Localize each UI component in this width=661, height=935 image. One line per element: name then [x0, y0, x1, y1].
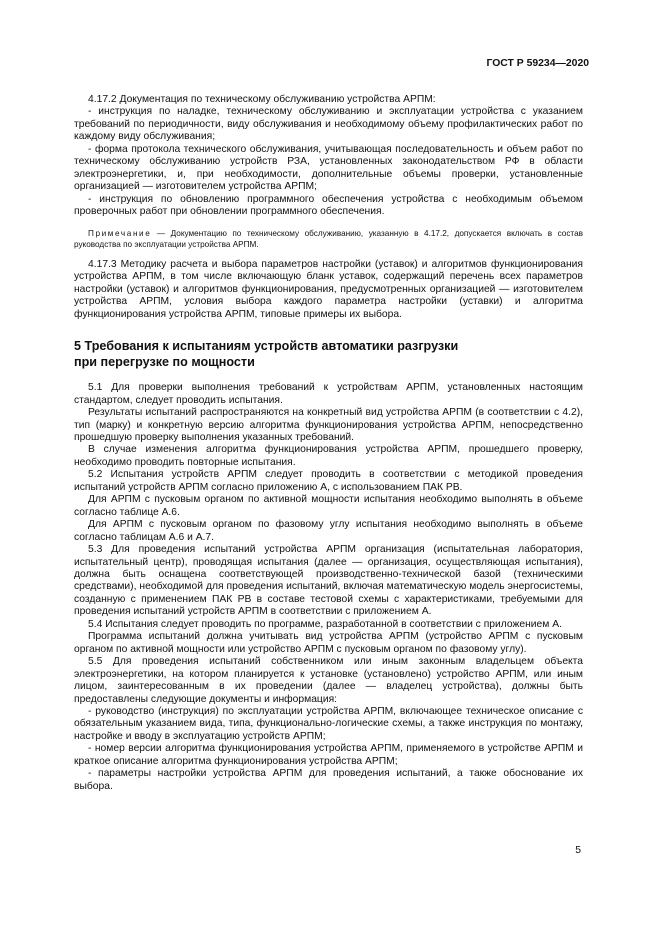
clause-4-17-2-item-1: - инструкция по наладке, техническому обслуживанию и эксплуатации устройства с указанием требований по периодичности, виду обслуживания и необходимому объему профилактических работ по каждому виду обслуживания;: [74, 106, 583, 143]
paragraph-5-5-item-2: - номер версии алгоритма функционирования устройства АРПМ, применяемого в устройстве АРПМ и краткое описание алгоритма функционирования устройства АРПМ;: [74, 743, 583, 767]
clause-4-17-3: 4.17.3 Методику расчета и выбора параметров настройки (уставок) и алгоритмов функционирования устройства АРПМ, в том числе включающую бланк уставок, содержащий перечень всех параметров настройки (уставок) и алгоритмов функционирования, предусмотренных организацией — изготовителем устройства АРПМ, условия выбора каждого параметра настройки (уставки) и алгоритма функционирования устройства АРПМ, типовые примеры их выбора.: [74, 258, 583, 320]
section-5-title: [74, 338, 583, 370]
note-text: — Документацию по техническому обслуживанию, указанную в 4.17.2, допускается включать в состав руководства по эксплуатации устройства АРПМ.: [74, 228, 583, 249]
note: [74, 228, 583, 250]
paragraph-5-1-repeat: В случае изменения алгоритма функционирования устройства АРПМ, прошедшего проверку, необходимо проводить повторные испытания.: [74, 444, 583, 468]
clause-4-17-2-item-2: - форма протокола технического обслуживания, учитывающая последовательность и объем работ по техническому обслуживанию устройств РЗА, установленных законодательством РФ в области электроэнергетики, и, при необходимости, дополнительные объемы проверки, установленные организацией — изготовителем устройства АРПМ;: [74, 143, 583, 193]
section-5-title-line-2: при перегрузке по мощности: [74, 355, 255, 370]
note-label: Примечание: [88, 228, 152, 238]
paragraph-5-5: 5.5 Для проведения испытаний собственником или иным законным владельцем объекта электроэнергетики, на котором планируется к установке (установлено) устройство АРПМ, или иным лицом, заинтересованным в их проведении (далее — владелец устройства), должны быть предоставлены следующие документы и информация:: [74, 656, 583, 705]
paragraph-5-5-item-1: - руководство (инструкция) по эксплуатации устройства АРПМ, включающее техническое описание с обязательным указанием вида, типа, функционально-логические схемы, а также инструкция по монтажу, настройке и вводу в эксплуатацию устройств АРПМ;: [74, 705, 583, 742]
section-5-title-line-1: 5 Требования к испытаниям устройств автоматики разгрузки: [74, 339, 459, 354]
paragraph-5-2-phase-angle: Для АРПМ с пусковым органом по фазовому углу испытания необходимо выполнять в объеме согласно таблицам А.6 и А.7.: [74, 519, 583, 543]
clause-4-17-2-item-3: - инструкция по обновлению программного обеспечения устройства с необходимым объемом проверочных работ при обновлении программного обеспечения.: [74, 193, 583, 218]
page-content: [74, 94, 583, 793]
paragraph-5-4: 5.4 Испытания следует проводить по программе, разработанной в соответствии с приложением А.: [88, 618, 562, 630]
paragraph-5-4-program: Программа испытаний должна учитывать вид устройства АРПМ (устройство АРПМ с пусковым органом по активной мощности или устройство АРПМ с пусковым органом по фазовому углу).: [74, 631, 583, 655]
paragraph-5-3: 5.3 Для проведения испытаний устройства АРПМ организация (испытательная лаборатория, испытательный центр), проводящая испытания (далее — организация, осуществляющая испытания), должна быть оснащена соответствующей производственно-технической базой (техническими средствами), необходимой для проведения испытаний, включая математическую модель энергосистемы, созданную с применением ПАК РВ в составе тестовой схемы с характеристиками, требуемыми для проведения испытаний устройств АРПМ в соответствии с приложением А.: [74, 544, 583, 618]
standard-header: ГОСТ Р 59234—2020: [486, 58, 589, 69]
paragraph-5-2-active-power: Для АРПМ с пусковым органом по активной мощности испытания необходимо выполнять в объеме согласно таблице А.6.: [74, 494, 583, 518]
paragraph-5-2: 5.2 Испытания устройств АРПМ следует проводить в соответствии с методикой проведения испытаний устройств АРПМ согласно приложению А, с использованием ПАК РВ.: [74, 469, 583, 493]
paragraph-5-5-item-3: - параметры настройки устройства АРПМ для проведения испытаний, а также обоснование их выбора.: [74, 768, 583, 792]
paragraph-5-1: 5.1 Для проверки выполнения требований к устройствам АРПМ, установленных настоящим стандартом, следует проводить испытания.: [74, 382, 583, 406]
clause-4-17-2-title: 4.17.2 Документация по техническому обслуживанию устройства АРПМ:: [88, 94, 436, 105]
paragraph-5-1-results: Результаты испытаний распространяются на конкретный вид устройства АРПМ (в соответствии с 4.2), тип (марку) и конкретную версию алгоритма функционирования устройства АРПМ, непосредственно прошедшую проверку выполнения указанных требований.: [74, 407, 583, 444]
page-number: 5: [575, 845, 581, 856]
